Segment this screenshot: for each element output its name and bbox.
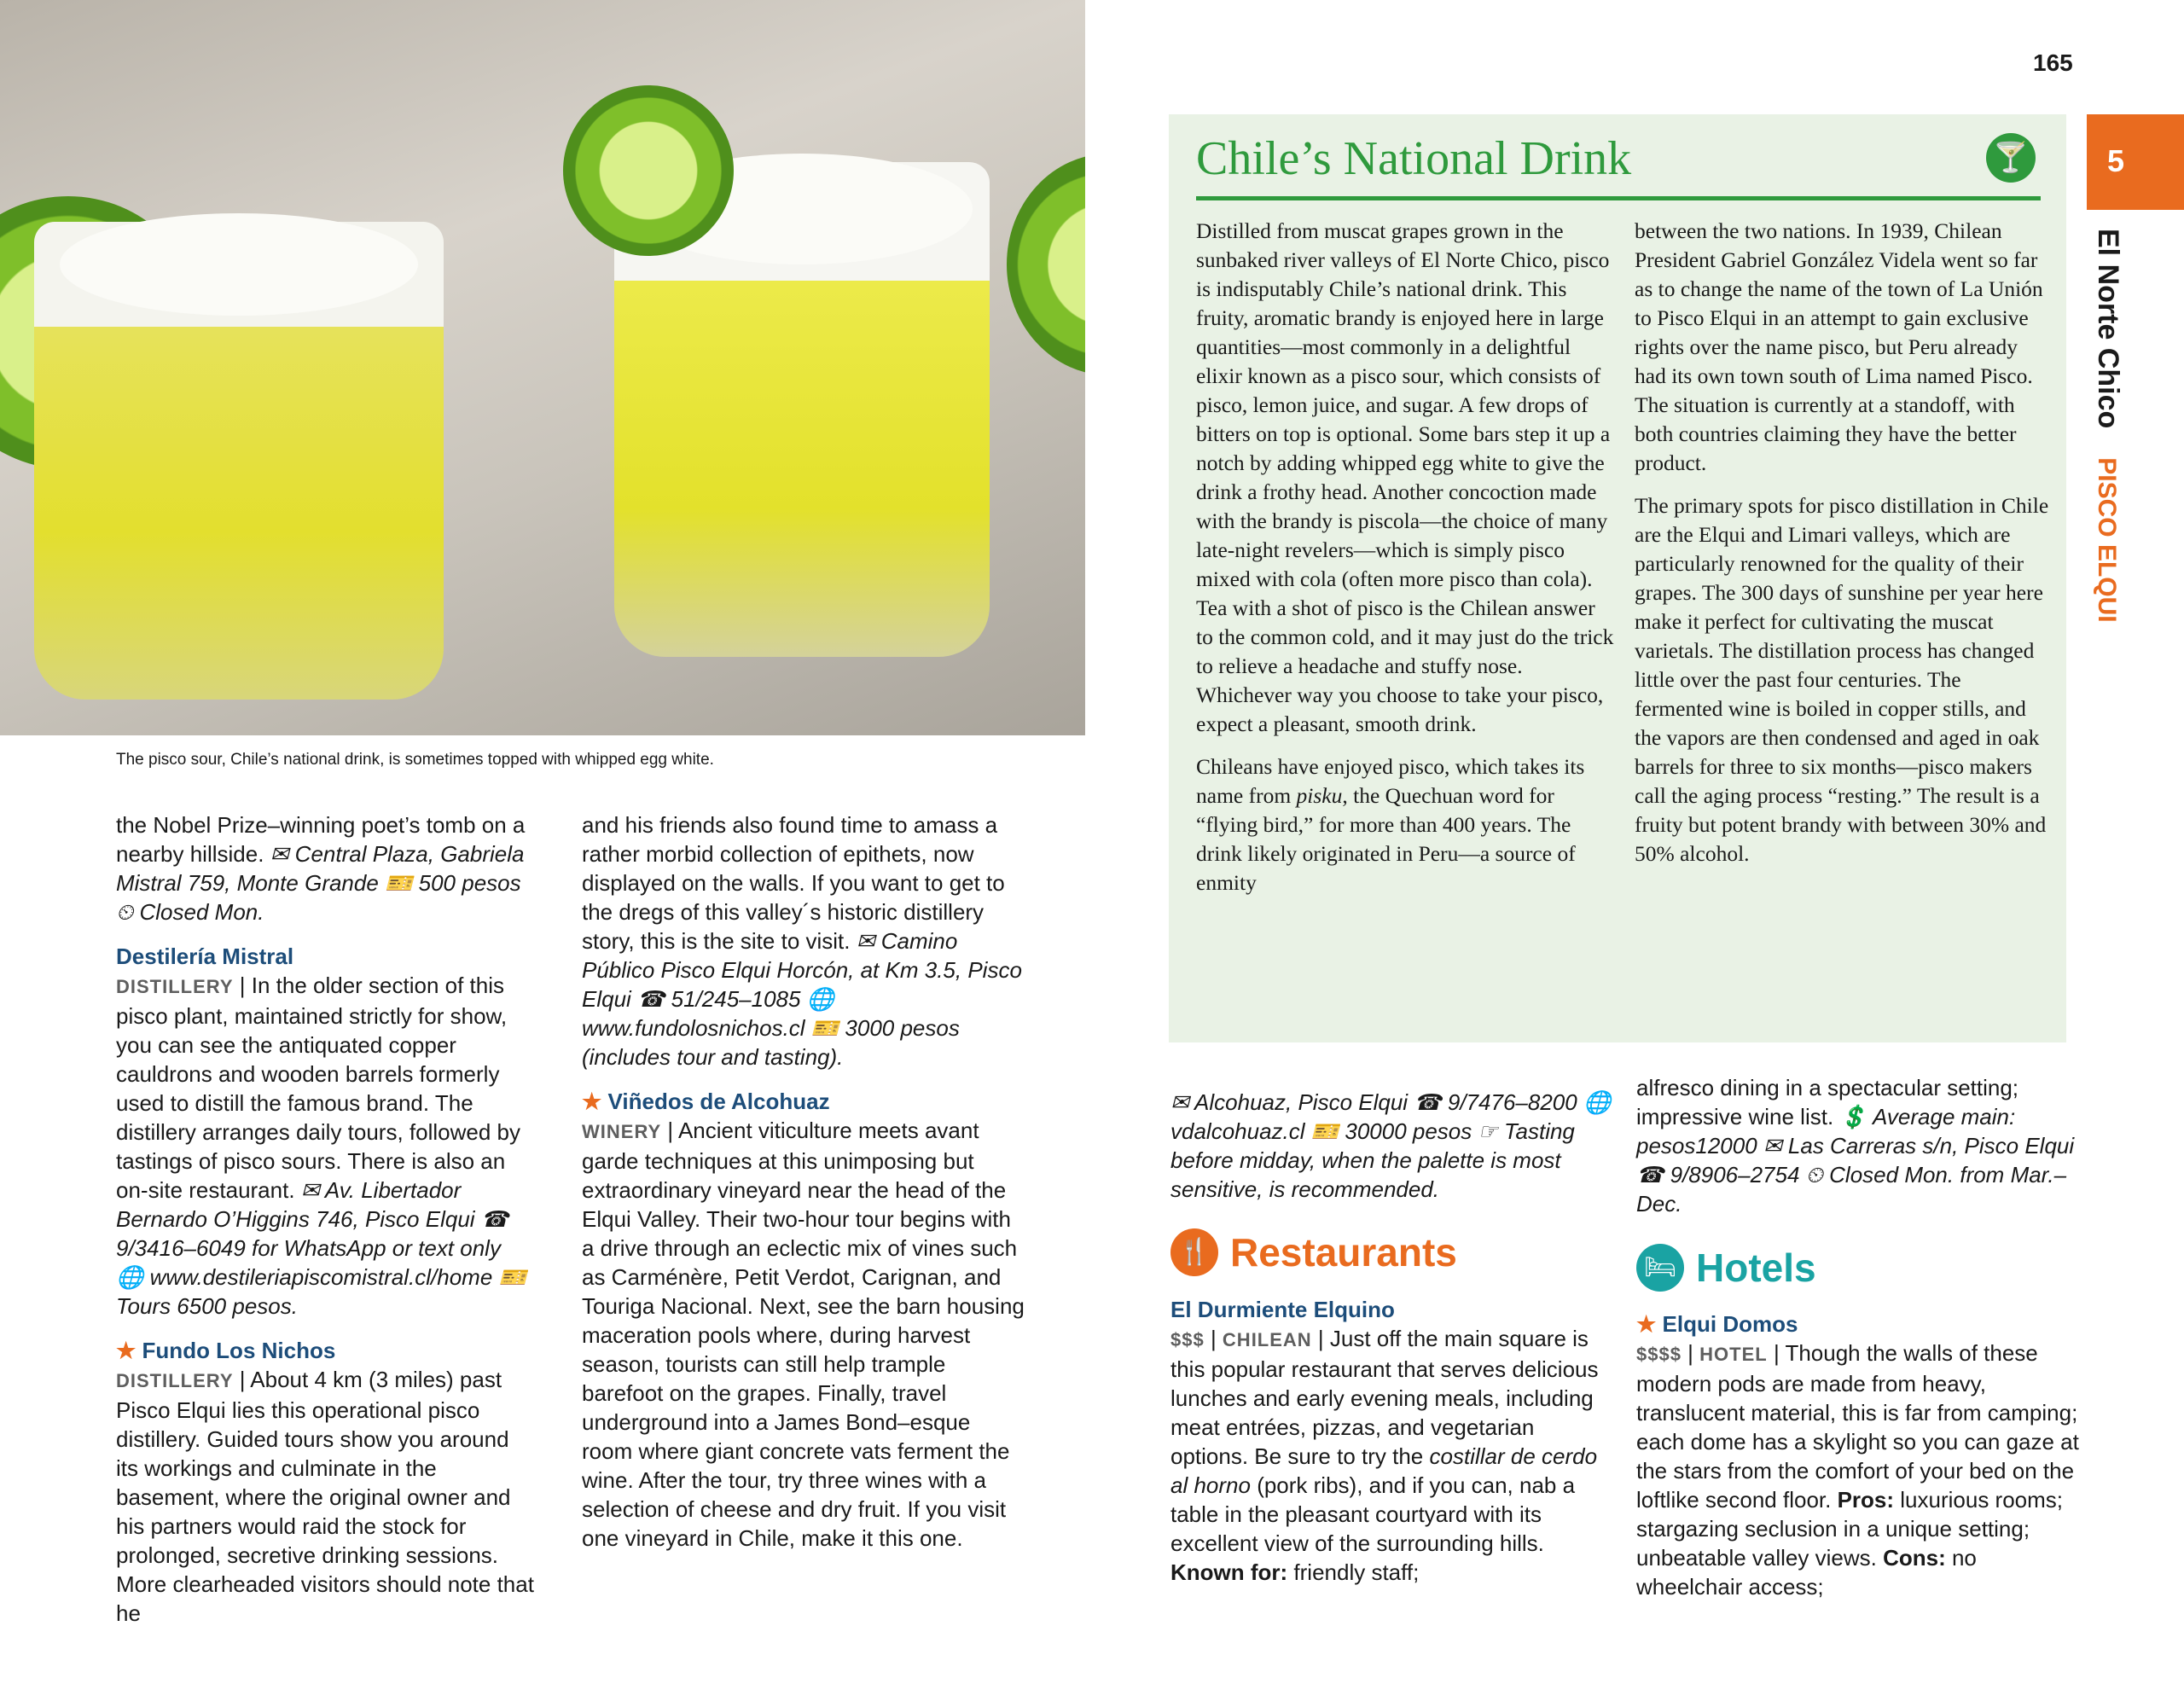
star-icon: ★ — [582, 1089, 602, 1114]
poi-el-durmiente-elquino: El Durmiente Elquino — [1170, 1297, 1395, 1322]
price-tag: $$$ — [1170, 1329, 1205, 1350]
sidebar-paragraph: Distilled from muscat grapes grown in the sunbaked river valleys of El Norte Chico, pisco is indisputably Chile’s national drink. This fruity, aromatic brandy is enjoyed here in large quantities—most commonly in a delightful elixir known as a pisco sour, which consists of pisco, lemon juice, and sugar. A few drops of bitters on top is optional. Some bars step it up a notch by adding whipped egg white to give the drink a frothy head. Another concoction made with the brandy is piscola—the choice of many late-night revelers—which is simply pisco mixed with cola (often more pisco than cola). Tea with a shot of pisco is the Chilean answer to the common cold, and it may just do the trick to relieve a headache and stuffy nose. Whichever way you choose to take your pisco, expect a pleasant, smooth drink. — [1196, 218, 1614, 736]
poi-vinedos-de-alcohuaz: ★ Viñedos de Alcohuaz — [582, 1089, 830, 1114]
poi-info: ✉ Camino Público Pisco Elqui Horcón, at Km 3.5, Pisco Elqui ☎ 51/245–1085 🌐 www.fundolosnichos.cl 🎫 3000 pesos (includes tour and tasting). — [582, 928, 1022, 1070]
sidebar-paragraph: The primary spots for pisco distillation in Chile are the Elqui and Limari valleys, which are particularly renowned for the quality of their grapes. The 300 days of sunshine per year here make it perfect for cultivating the muscat varietals. The distillation process has changed little over the past four centuries. The fermented wine is boiled in copper stills, and the vapors are then condensed and aged in oak barrels for three to six months—pisco makers call the aging process “resting.” The result is a fruity but potent brandy with between 30% and 50% alcohol. — [1635, 493, 2049, 866]
section-title: Hotels — [1696, 1246, 1816, 1290]
running-head — [2091, 229, 2124, 623]
bed-icon: 🛏 — [1636, 1244, 1684, 1292]
sidebar-paragraph: between the two nations. In 1939, Chilean President Gabriel González Videla went so far as to change the name of the town of La Unión to Pisco Elqui in an attempt to gain exclusive rights over the name pisco, but Peru already had its own town south of Lima named Pisco. The situation is currently at a standoff, with both countries claiming they have the better product. — [1635, 218, 2043, 475]
star-icon: ★ — [1636, 1311, 1657, 1337]
section-hotels — [1636, 1244, 1816, 1292]
pisco-sour-photo — [0, 0, 1085, 735]
poi-info: ✉ Av. Libertador Bernardo O’Higgins 746, Pisco Elqui ☎ 9/3416–6049 for WhatsApp or text only 🌐 www.destileriapiscomistral.cl/home 🎫 Tours 6500 pesos. — [116, 1177, 526, 1319]
photo-caption: The pisco sour, Chile’s national drink, is sometimes topped with whipped egg white. — [116, 751, 714, 769]
price-tag: $$$$ — [1636, 1344, 1682, 1365]
column-4-hotel — [1636, 1309, 2080, 1601]
fork-knife-icon: 🍴 — [1170, 1228, 1218, 1276]
column-3 — [1170, 1088, 1614, 1204]
category-tag: HOTEL — [1699, 1344, 1768, 1365]
poi-elqui-domos: ★ Elqui Domos — [1636, 1311, 1798, 1337]
sidebar-national-drink — [1169, 114, 2066, 1042]
sidebar-rule — [1196, 196, 2041, 200]
cocktail-icon: 🍸 — [1986, 133, 2036, 183]
poi-vinedos-body: WINERY | Ancient viticulture meets avant garde techniques at this unimposing but extraordinary vineyard near the head of the Elqui Valley. Their two-hour tour begins with a drive through an eclectic mix of vines such as Carménère, Petit Verdot, Carignan, and Touriga Nacional. Next, see the barn housing maceration pools where, during harvest season, tourists can still help trample barefoot on the grapes. Finally, travel underground into a James Bond–esque room where giant concrete vats ferment the wine. After the tour, try three wines with a selection of cheese and dry fruit. If you visit one vineyard in Chile, make it this one. — [582, 1118, 1025, 1551]
chapter-tab: 5 — [2087, 114, 2184, 210]
poi-destileria-mistral: Destilería Mistral — [116, 944, 294, 969]
column-1 — [116, 810, 534, 1628]
lime-slice-right — [563, 85, 734, 256]
sidebar-title: Chile’s National Drink — [1196, 132, 1632, 185]
intro-info: ✉ Central Plaza, Gabriela Mistral 759, Monte Grande 🎫 500 pesos ⏲ Closed Mon. — [116, 841, 525, 925]
poi-continuation: and his friends also found time to amass a rather morbid collection of epithets, now displayed on the walls. If you want to get to the dregs of this valley´s historic distillery story, this is the site to visit. ✉ Camino Público Pisco Elqui Horcón, at Km 3.5, Pisco Elqui ☎ 51/245–1085 🌐 www.fundolosnichos.cl 🎫 3000 pesos (includes tour and tasting). — [582, 812, 1022, 1070]
poi-info: 💲 Average main: pesos12000 ✉ Las Carreras s/n, Pisco Elqui ☎ 9/8906–2754 ⏲ Closed Mon. from Mar.–Dec. — [1636, 1104, 2075, 1217]
column-3-restaurant — [1170, 1295, 1614, 1587]
sidebar-paragraph: Chileans have enjoyed pisco, which takes its name from pisku, the Quechuan word for “flying bird,” for more than 400 years. The drink likely originated in Peru—a source of enmity — [1196, 754, 1585, 895]
lime-right — [1007, 154, 1085, 375]
runner-title: El Norte Chico — [2092, 229, 2124, 429]
poi-destileria-mistral-body: DISTILLERY | In the older section of this pisco plant, maintained strictly for show, you can see the antiquated copper cauldrons and wooden barrels formerly used to distill the famous brand. The distillery arranges daily tours, followed by tastings of pisco sours. There is also an on-site restaurant. ✉ Av. Libertador Bernardo O’Higgins 746, Pisco Elqui ☎ 9/3416–6049 for WhatsApp or text only 🌐 www.destileriapiscomistral.cl/home 🎫 Tours 6500 pesos. — [116, 973, 526, 1319]
section-title: Restaurants — [1230, 1230, 1457, 1275]
poi-elqui-domos-body: $$$$ | HOTEL | Though the walls of these modern pods are made from heavy, translucent material, this is far from camping; each dome has a skylight so you can gaze at the stars from the comfort of your bed on the loftlike second floor. Pros: luxurious rooms; stargazing seclusion in a unique setting; unbeatable valley views. Cons: no wheelchair access; — [1636, 1340, 2079, 1600]
page-number: 165 — [2033, 49, 2073, 76]
sidebar-column-2 — [1635, 217, 2053, 868]
poi-el-durmiente-body: $$$ | CHILEAN | Just off the main square is this popular restaurant that serves delicious lunches and early evening meals, including meat entrées, pizzas, and vegetarian options. Be sure to try the costillar de cerdo al horno (pork ribs), and if you can, nab a table in the pleasant courtyard with its excellent view of the surrounding hills. Known for: friendly staff; — [1170, 1326, 1599, 1585]
category-tag: DISTILLERY — [116, 976, 234, 997]
poi-fundo-los-nichos: ★ Fundo Los Nichos — [116, 1338, 336, 1363]
column-2 — [582, 810, 1025, 1553]
star-icon: ★ — [116, 1338, 136, 1363]
category-tag: WINERY — [582, 1121, 662, 1142]
intro-paragraph: the Nobel Prize–winning poet’s tomb on a nearby hillside. ✉ Central Plaza, Gabriela Mistral 759, Monte Grande 🎫 500 pesos ⏲ Closed Mon. — [116, 812, 526, 925]
section-restaurants — [1170, 1228, 1457, 1276]
category-tag: DISTILLERY — [116, 1370, 234, 1391]
category-tag: CHILEAN — [1222, 1329, 1312, 1350]
sidebar-column-1 — [1196, 217, 1614, 897]
column-4 — [1636, 1073, 2080, 1218]
poi-fundo-los-nichos-body: DISTILLERY | About 4 km (3 miles) past Pisco Elqui lies this operational pisco distillery. Guided tours show you around its workings and culminate in the basement, where the original owner and his partners would raid the stock for prolonged, secretive drinking sessions. More clearheaded visitors should note that he — [116, 1367, 534, 1626]
poi-info: ✉ Alcohuaz, Pisco Elqui ☎ 9/7476–8200 🌐 vdalcohuaz.cl 🎫 30000 pesos ☞ Tasting before midday, when the palette is most sensitive, is recommended. — [1170, 1089, 1612, 1202]
poi-continuation: alfresco dining in a spectacular setting; impressive wine list. 💲 Average main: pesos12000 ✉ Las Carreras s/n, Pisco Elqui ☎ 9/8906–2754 ⏲ Closed Mon. from Mar.–Dec. — [1636, 1075, 2075, 1217]
foam-left — [60, 213, 418, 316]
runner-section: PISCO ELQUI — [2093, 457, 2121, 623]
